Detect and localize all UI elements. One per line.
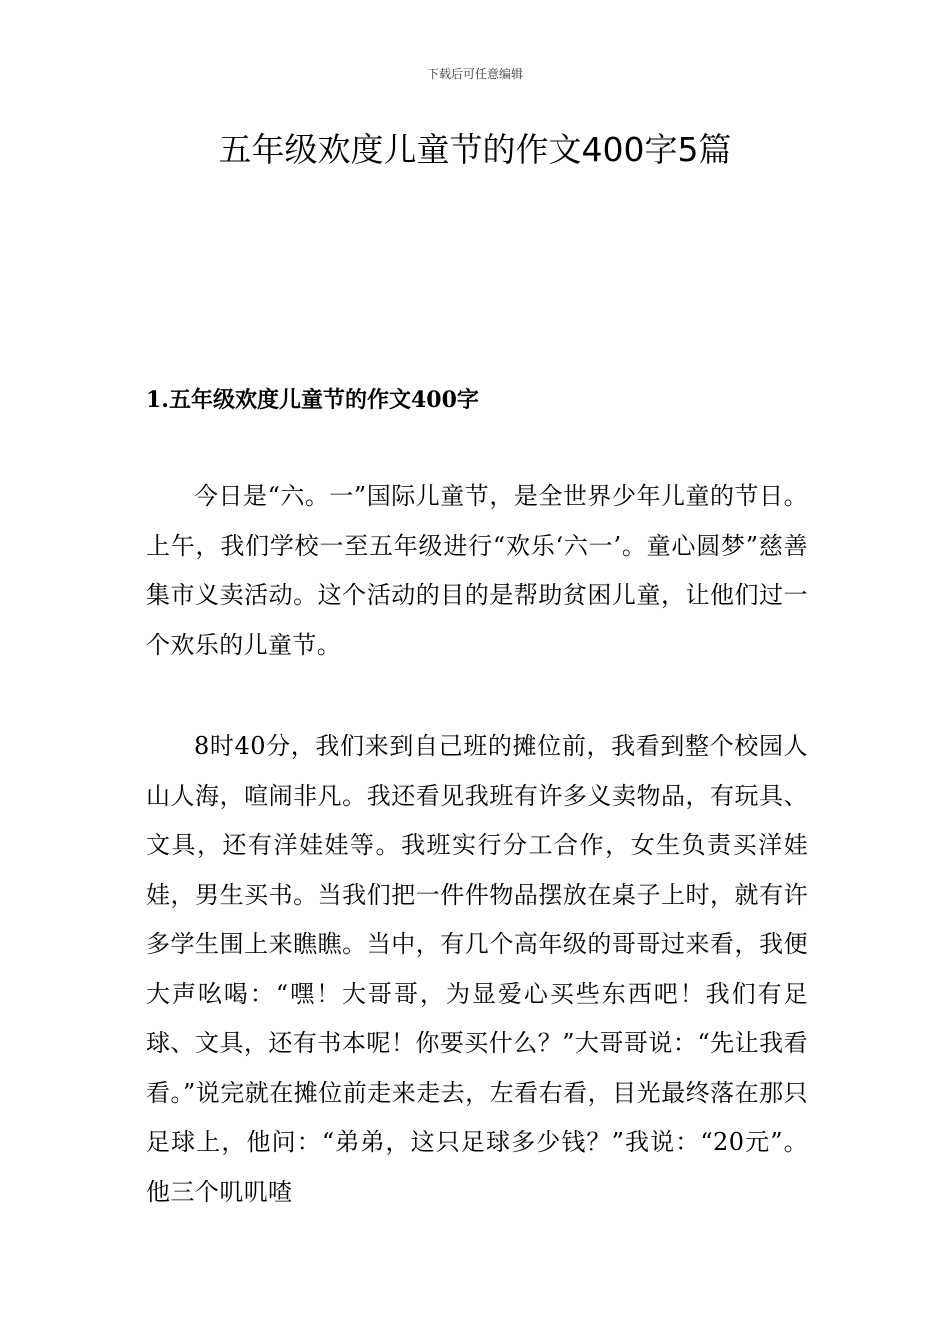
header-note: 下载后可任意编辑 [426,67,523,81]
paragraph-2: 8时40分，我们来到自己班的摊位前，我看到整个校园人山人海，喧闹非凡。我还看见我班有许多义卖物品，有玩具、文具，还有洋娃娃等。我班实行分工合作，女生负责买洋娃娃，男生买书。当我们把一件件物品摆放在桌子上时，就有许多学生围上来瞧瞧。当中，有几个高年级的哥哥过来看，我便大声吆喝：“嘿！大哥哥，为显爱心买些东西吧！我们有足球、文具，还有书本呢！你要买什么？”大哥哥说：“先让我看看。”说完就在摊位前走来走去，左看右看，目光最终落在那只足球上，他问：“弟弟，这只足球多少钱？”我说：“20元”。他三个叽叽喳 [146,732,808,1206]
document-title: 五年级欢度儿童节的作文400字5篇 [218,130,732,169]
paragraph-1: 今日是“六。一”国际儿童节，是全世界少年儿童的节日。上午，我们学校一至五年级进行“欢乐‘六一’。童心圆梦”慈善集市义卖活动。这个活动的目的是帮助贫困儿童，让他们过一个欢乐的儿童节。 [146,482,808,659]
section-heading: 1.五年级欢度儿童节的作文400字 [146,387,479,413]
